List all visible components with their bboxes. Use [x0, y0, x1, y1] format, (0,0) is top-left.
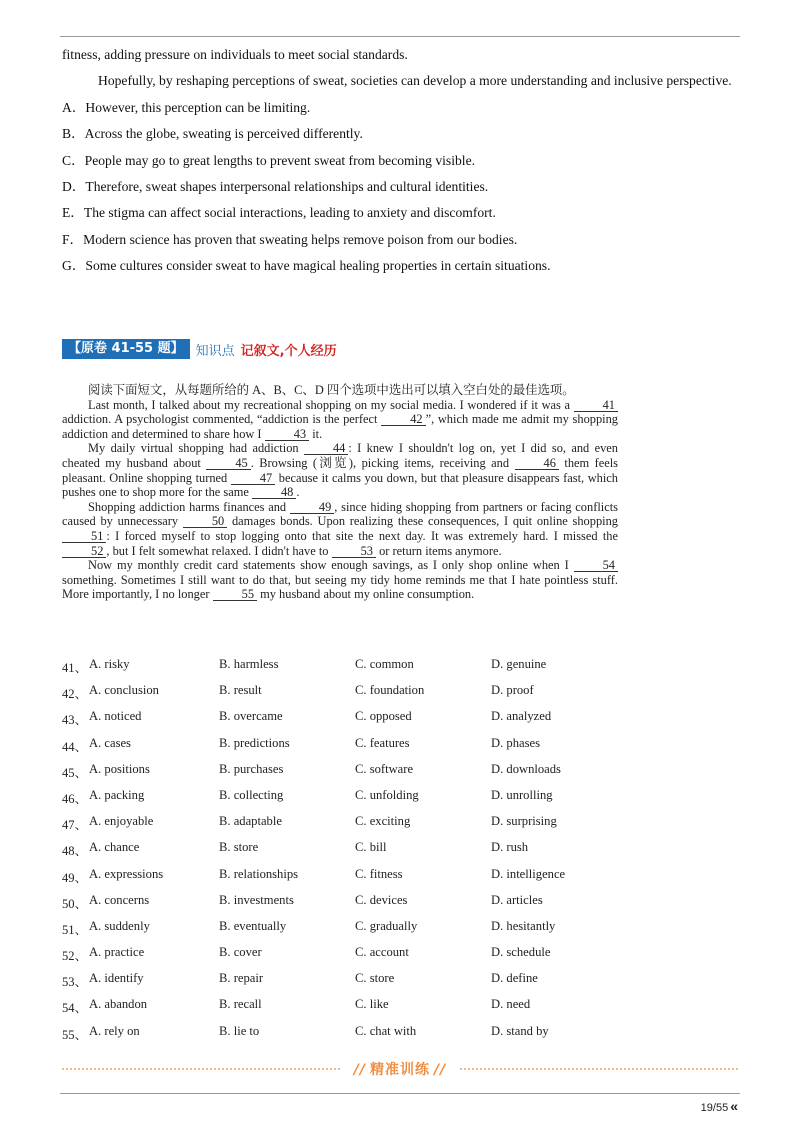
option-c: C．People may go to great lengths to prevent sweat from becoming visible.: [62, 152, 476, 168]
choice-a: A. packing: [89, 787, 145, 802]
question-number: 52、: [62, 949, 88, 964]
question-row: [62, 760, 622, 786]
question-number: 45、: [62, 765, 88, 780]
choice-d: D. genuine: [491, 657, 547, 671]
blank-53: 53: [332, 545, 376, 558]
choice-c: C. chat with: [355, 1023, 417, 1038]
question-number: 46、: [62, 791, 88, 806]
choice-a: A. abandon: [89, 997, 148, 1012]
passage-continuation: fitness, adding pressure on individuals to meet social standards.: [62, 47, 408, 62]
blank-50: 50: [183, 515, 227, 528]
question-row: [62, 995, 622, 1021]
question-number: 55、: [62, 1027, 88, 1042]
option-g: G．Some cultures consider sweat to have magical healing properties in certain situations.: [62, 258, 551, 274]
paragraph-3: Shopping addiction harms finances and 49 , since hiding shopping from partners or facing conflicts caused by unnecessary 50 damages bonds. Upon realizing these consequences, I quit online shopping 51 : I forced myself to stop logging onto that site the next day. It was extremely hard. I missed the 52 , but I felt somewhat relaxed. I didn't have to 53 or return items anymore.: [62, 499, 618, 558]
option-a: A．However, this perception can be limiting.: [62, 99, 311, 115]
question-number: 47、: [62, 818, 88, 833]
footer-divider: [60, 1093, 740, 1094]
choice-c: C. like: [355, 997, 389, 1012]
paragraph-1: Last month, I talked about my recreational shopping on my social media. I wondered if it was a 41 addiction. A psychologist commented, “addiction is the perfect 42 ”, which made me admit my shopping addiction and determined to share how I 43 it.: [62, 397, 618, 441]
choice-b: B. collecting: [219, 787, 284, 802]
choice-d: D. downloads: [491, 761, 561, 776]
closing-paragraph: Hopefully, by reshaping perceptions of sweat, societies can develop a more understanding and inclusive perspective.: [98, 73, 732, 89]
blank-44: 44: [304, 442, 348, 455]
answer-options: [62, 95, 742, 280]
page-number: [701, 1098, 738, 1114]
question-row: [62, 943, 622, 969]
previous-passage: [62, 42, 742, 280]
question-number: 42、: [62, 687, 88, 702]
choice-b: B. purchases: [219, 761, 284, 776]
blank-42: 42: [381, 413, 425, 426]
choice-a: A. positions: [89, 761, 150, 776]
question-number: 44、: [62, 739, 88, 754]
choice-c: C. foundation: [355, 683, 425, 698]
section-header: [62, 339, 337, 359]
choice-d: D. stand by: [491, 1023, 549, 1038]
option-d: D．Therefore, sweat shapes interpersonal relationships and cultural identities.: [62, 179, 489, 195]
question-row: [62, 1022, 622, 1048]
choice-d: D. need: [491, 997, 531, 1012]
slash-decoration-right: //: [434, 1062, 447, 1078]
choice-b: B. cover: [219, 945, 262, 960]
page-number-text: 19/55: [700, 1102, 729, 1114]
dotted-divider-left: [62, 1068, 340, 1070]
choice-c: C. features: [355, 735, 410, 750]
choice-b: B. investments: [219, 892, 294, 907]
footer-banner-text: [340, 1059, 460, 1079]
choice-c: C. fitness: [355, 866, 403, 881]
question-row: [62, 838, 622, 864]
choice-b: B. adaptable: [219, 814, 282, 829]
paragraph-2: My daily virtual shopping had addiction 44 : I knew I shouldn't log on, yet I did so, and even cheated my husband about 45 . Browsing (浏览), picking items, receiving and 46 them feels pleasant. Online shopping turned 47 because it calms you down, but that pleasure disappears fast, which pushes one to shop more for the same 48 .: [62, 441, 618, 500]
question-number: 50、: [62, 896, 88, 911]
question-number: 51、: [62, 922, 88, 937]
double-chevron-left-icon: «: [730, 1098, 738, 1114]
choice-d: D. intelligence: [491, 866, 566, 881]
choice-b: B. relationships: [219, 866, 299, 881]
question-row: [62, 917, 622, 943]
choice-c: C. devices: [355, 892, 408, 907]
question-row: [62, 786, 622, 812]
choice-d: D. proof: [491, 683, 534, 698]
choice-b: B. overcame: [219, 709, 283, 724]
choice-a: A. concerns: [89, 892, 150, 907]
option-f: F．Modern science has proven that sweating helps remove poison from our bodies.: [62, 231, 518, 247]
blank-48: 48: [252, 486, 296, 499]
choice-c: C. opposed: [355, 709, 412, 724]
instruction: 阅读下面短文，从每题所给的 A、B、C、D 四个选项中选出可以填入空白处的最佳选项。: [88, 383, 575, 397]
blank-47: 47: [231, 472, 275, 485]
choice-b: B. repair: [219, 971, 264, 986]
blank-46: 46: [515, 457, 559, 470]
question-row: [62, 812, 622, 838]
dotted-divider-right: [460, 1068, 738, 1070]
choice-a: A. identify: [89, 971, 144, 986]
question-number: 43、: [62, 713, 88, 728]
choice-d: D. define: [491, 971, 538, 986]
blank-54: 54: [574, 559, 618, 572]
choice-b: B. recall: [219, 997, 262, 1012]
choice-a: A. noticed: [89, 709, 142, 724]
paragraph-4: Now my monthly credit card statements show enough savings, as I only shop online when I 54 something. Sometimes I still want to do that, but seeing my tidy home reminds me that I hate pointless stuff. More importantly, I no longer 55 my husband about my online consumption.: [62, 558, 618, 602]
cloze-passage: [62, 383, 618, 602]
choice-a: A. chance: [89, 840, 140, 855]
choice-c: C. unfolding: [355, 787, 419, 802]
choice-c: C. gradually: [355, 918, 418, 933]
choice-c: C. bill: [355, 840, 387, 855]
blank-52: 52: [62, 545, 106, 558]
header-divider: [60, 36, 740, 37]
blank-49: 49: [290, 501, 334, 514]
question-row: [62, 891, 622, 917]
choice-b: B. result: [219, 683, 262, 698]
choice-a: A. expressions: [89, 866, 164, 881]
footer-banner-label: 精准训练: [370, 1062, 430, 1078]
choice-c: C. common: [355, 657, 414, 671]
choice-a: A. rely on: [89, 1023, 140, 1038]
choice-a: A. practice: [89, 945, 145, 960]
question-row: [62, 734, 622, 760]
question-row: [62, 865, 622, 891]
slash-decoration-left: //: [353, 1062, 366, 1078]
choice-b: B. harmless: [219, 657, 279, 671]
choice-c: C. account: [355, 945, 409, 960]
section-tag: 【原卷 41-55 题】: [62, 339, 190, 359]
choice-b: B. predictions: [219, 735, 290, 750]
knowledge-point-value: 记叙文,个人经历: [240, 343, 337, 359]
choice-a: A. conclusion: [89, 683, 159, 698]
question-number: 53、: [62, 975, 88, 990]
question-row: [62, 969, 622, 995]
choice-b: B. store: [219, 840, 259, 855]
choice-d: D. analyzed: [491, 709, 552, 724]
question-row: [62, 707, 622, 733]
blank-51: 51: [62, 530, 106, 543]
choice-a: A. cases: [89, 735, 131, 750]
choice-c: C. exciting: [355, 814, 411, 829]
choice-d: D. surprising: [491, 814, 557, 829]
choice-d: D. phases: [491, 735, 540, 750]
choice-d: D. hesitantly: [491, 918, 556, 933]
blank-45: 45: [206, 457, 250, 470]
choice-c: C. store: [355, 971, 395, 986]
option-b: B．Across the globe, sweating is perceived differently.: [62, 126, 363, 142]
footer-banner: [62, 1058, 738, 1080]
question-row: [62, 681, 622, 707]
choice-b: B. lie to: [219, 1023, 260, 1038]
knowledge-point-label: 知识点: [195, 343, 235, 359]
question-number: 54、: [62, 1001, 88, 1016]
question-number: 48、: [62, 844, 88, 859]
choice-b: B. eventually: [219, 918, 287, 933]
blank-55: 55: [213, 588, 257, 601]
blank-43: 43: [265, 428, 309, 441]
choice-d: D. unrolling: [491, 787, 553, 802]
choice-c: C. software: [355, 761, 414, 776]
choice-d: D. rush: [491, 840, 529, 855]
option-e: E．The stigma can affect social interactions, leading to anxiety and discomfort.: [62, 205, 496, 221]
question-row: [62, 655, 622, 681]
choice-a: A. suddenly: [89, 918, 150, 933]
question-choices: [62, 655, 622, 1048]
choice-d: D. articles: [491, 892, 543, 907]
question-number: 49、: [62, 870, 88, 885]
choice-a: A. risky: [89, 657, 130, 671]
choice-a: A. enjoyable: [89, 814, 154, 829]
choice-d: D. schedule: [491, 945, 551, 960]
question-number: 41、: [62, 661, 88, 675]
blank-41: 41: [574, 399, 618, 412]
